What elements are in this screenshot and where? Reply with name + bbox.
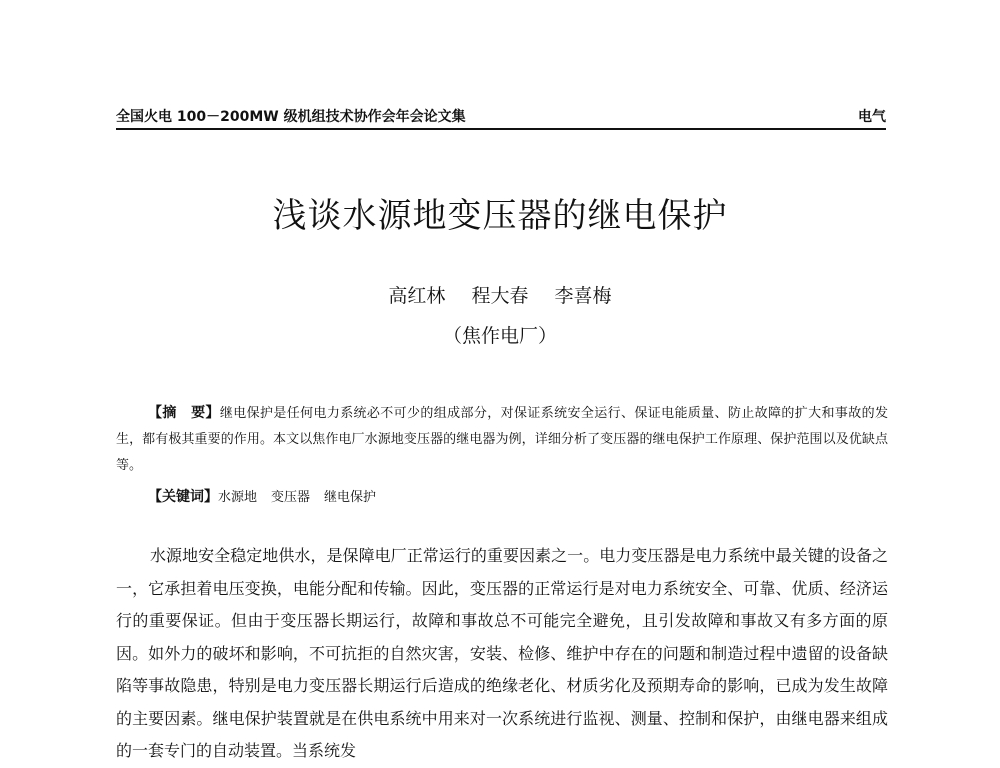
affiliation: （焦作电厂） [442,325,557,347]
abstract-label: 【摘 要】 [148,405,220,421]
body-text [116,540,888,768]
author-name: 程大春 [471,285,529,307]
body-paragraph: 水源地安全稳定地供水，是保障电厂正常运行的重要因素之一。电力变压器是电力系统中最关键的设备之一，它承担着电压变换，电能分配和传输。因此，变压器的正常运行是对电力系统安全、可靠、优质、经济运行的重要保证。但由于变压器长期运行，故障和事故总不可能完全避免，且引发故障和事故又有多方面的原因。如外力的破坏和影响，不可抗拒的自然灾害，安装、检修、维护中存在的问题和制造过程中遗留的设备缺陷等事故隐患，特别是电力变压器长期运行后造成的绝缘老化、材质劣化及预期寿命的影响，已成为发生故障的主要因素。继电保护装置就是在供电系统中用来对一次系统进行监视、测量、控制和保护，由继电器来组成的一套专门的自动装置。当系统发 [116,546,888,760]
section-label: 电气 [858,109,886,125]
keywords-label: 【关键词】 [148,489,218,505]
author-name: 李喜梅 [554,285,612,307]
author-list [0,281,1000,308]
keyword: 变压器 [271,490,311,505]
keyword: 水源地 [218,490,258,505]
running-header [116,104,886,130]
proceedings-title: 全国火电 100－200MW 级机组技术协作会年会论文集 [116,109,466,125]
abstract-text: 继电保护是任何电力系统必不可少的组成部分，对保证系统安全运行、保证电能质量、防止故障的扩大和事故的发生，都有极其重要的作用。本文以焦作电厂水源地变压器的继电器为例，详细分析了变压器的继电保护工作原理、保护范围以及优缺点等。 [116,406,888,473]
keyword: 继电保护 [324,490,377,505]
abstract [116,400,888,479]
keywords [148,485,888,510]
author-name: 高红林 [388,285,446,307]
paper-title: 浅谈水源地变压器的继电保护 [272,196,728,236]
